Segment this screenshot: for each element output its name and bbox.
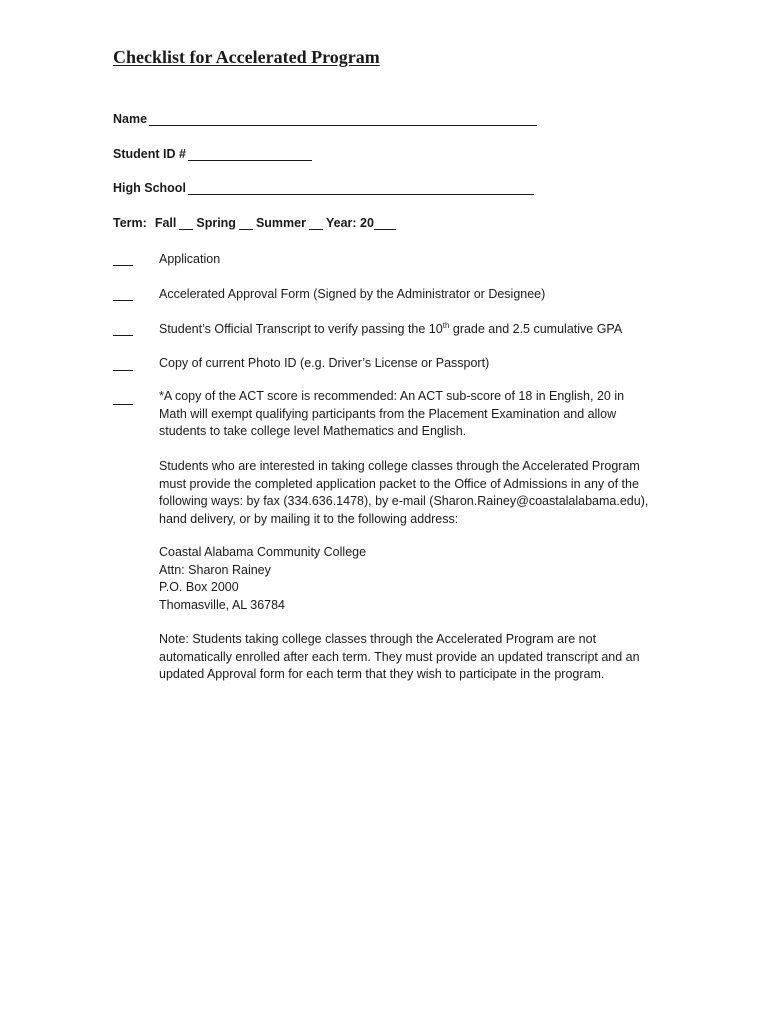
term-summer-field[interactable] <box>309 217 323 230</box>
photo-id-checkbox[interactable] <box>113 370 133 371</box>
submission-line: Students who are interested in taking college classes through the Accelerated Program <box>159 459 640 473</box>
high-school-field[interactable] <box>188 182 534 195</box>
transcript-superscript: th <box>442 320 450 330</box>
high-school-label: High School <box>113 181 186 195</box>
checklist-item-act <box>159 388 624 441</box>
transcript-text-end: grade and 2.5 cumulative GPA <box>449 322 623 336</box>
term-summer-label: Summer <box>255 216 306 230</box>
high-school-row <box>113 181 534 195</box>
checklist-item-approval-form: Accelerated Approval Form (Signed by the Administrator or Designee) <box>159 287 546 301</box>
note-paragraph <box>159 631 640 684</box>
note-line: automatically enrolled after each term. They must provide an updated transcript and an <box>159 649 640 664</box>
act-checkbox[interactable] <box>113 404 133 405</box>
act-line: *A copy of the ACT score is recommended: An ACT sub-score of 18 in English, 20 in <box>159 389 625 403</box>
transcript-checkbox[interactable] <box>113 335 133 336</box>
checklist-item-application: Application <box>159 252 221 266</box>
address-line: P.O. Box 2000 <box>159 580 239 594</box>
submission-line: hand delivery, or by mailing it to the following address: <box>159 511 459 526</box>
term-row <box>113 216 399 230</box>
address-line: Coastal Alabama Community College <box>159 545 367 559</box>
checklist-item-photo-id: Copy of current Photo ID (e.g. Driver’s License or Passport) <box>159 356 490 370</box>
student-id-field[interactable] <box>188 148 312 161</box>
term-fall-field[interactable] <box>179 217 193 230</box>
name-label: Name <box>113 112 148 126</box>
address-line: Attn: Sharon Rainey <box>159 562 271 577</box>
application-checkbox[interactable] <box>113 265 133 266</box>
term-spring-label: Spring <box>196 216 236 230</box>
submission-paragraph <box>159 458 648 528</box>
name-row <box>113 112 537 126</box>
submission-line: following ways: by fax (334.636.1478), by e-mail (Sharon.Rainey@coastalalabama.edu), <box>159 494 649 508</box>
name-field[interactable] <box>149 113 537 126</box>
transcript-text-start: Student’s Official Transcript to verify passing the 10 <box>159 322 443 336</box>
checklist-item-transcript <box>159 320 622 338</box>
mailing-address <box>159 544 366 614</box>
act-line: students to take college level Mathematics and English. <box>159 424 467 438</box>
approval-form-checkbox[interactable] <box>113 300 133 301</box>
term-fall-label: Fall <box>154 216 177 230</box>
term-year-label: Year: 20 <box>325 216 374 230</box>
term-spring-field[interactable] <box>239 217 253 230</box>
note-line: Note: Students taking college classes through the Accelerated Program are not <box>159 632 597 646</box>
submission-line: must provide the completed application packet to the Office of Admissions in any of the <box>159 476 639 491</box>
note-line: updated Approval form for each term that they wish to participate in the program. <box>159 667 605 681</box>
term-label: Term: <box>113 216 147 230</box>
address-line: Thomasville, AL 36784 <box>159 597 286 612</box>
student-id-label: Student ID # <box>113 147 186 161</box>
page-title: Checklist for Accelerated Program <box>113 47 380 67</box>
act-line: Math will exempt qualifying participants from the Placement Examination and allow <box>159 406 617 421</box>
term-year-field[interactable] <box>374 217 396 230</box>
student-id-row <box>113 147 312 161</box>
